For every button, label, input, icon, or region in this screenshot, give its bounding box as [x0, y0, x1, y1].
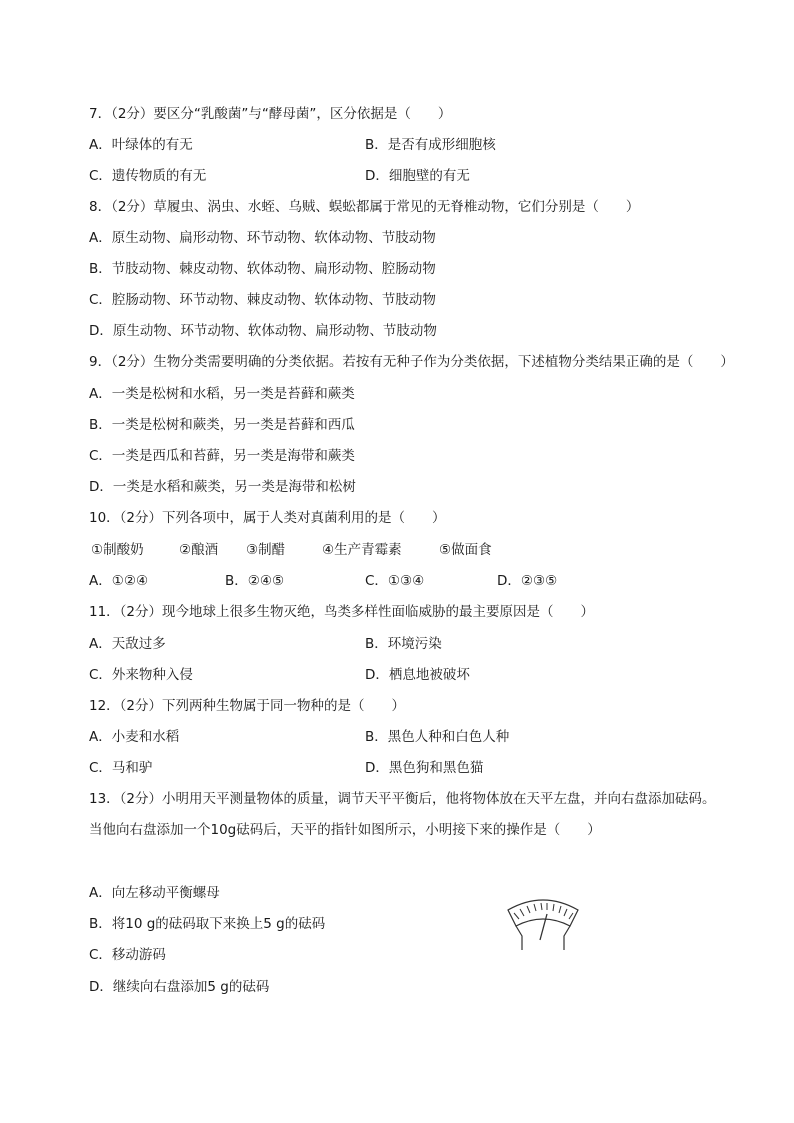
question-13-option-a: A．向左移动平衡螺母	[89, 885, 220, 901]
question-10-item-2: ②酿酒	[179, 542, 219, 558]
question-7-option-d: D．细胞壁的有无	[365, 168, 470, 184]
question-8-option-b: B．节肢动物、棘皮动物、软体动物、扁形动物、腔肠动物	[89, 261, 436, 277]
question-9-option-d: D．一类是水稻和蕨类，另一类是海带和松树	[89, 479, 356, 495]
question-9-option-b: B．一类是松树和蕨类，另一类是苔藓和西瓜	[89, 417, 355, 433]
question-13-option-c: C．移动游码	[89, 947, 166, 963]
question-10-option-c: C．①③④	[365, 573, 425, 589]
question-12-option-d: D．黑色狗和黑色猫	[365, 760, 484, 776]
question-10-items	[89, 540, 649, 560]
question-10-stem: 10．（2分）下列各项中，属于人类对真菌利用的是（ ）	[89, 510, 446, 526]
question-7-option-b: B．是否有成形细胞核	[365, 137, 496, 153]
question-7-stem: 7．（2分）要区分“乳酸菌”与“酵母菌”，区分依据是（ ）	[89, 106, 452, 122]
question-12-option-b: B．黑色人种和白色人种	[365, 729, 510, 745]
question-9-stem: 9．（2分）生物分类需要明确的分类依据。若按有无种子作为分类依据，下述植物分类结果正确的是（ ）	[89, 354, 734, 370]
question-7-option-c: C．遗传物质的有无	[89, 168, 207, 184]
question-8-option-c: C．腔肠动物、环节动物、棘皮动物、软体动物、节肢动物	[89, 292, 436, 308]
question-11-option-d: D．栖息地被破坏	[365, 667, 470, 683]
question-13-option-b: B．将10 g的砝码取下来换上5 g的砝码	[89, 916, 326, 932]
question-11-option-b: B．环境污染	[365, 636, 442, 652]
question-11-option-c: C．外来物种入侵	[89, 667, 193, 683]
question-12-option-c: C．马和驴	[89, 760, 153, 776]
question-10-item-4: ④生产青霉素	[322, 542, 402, 558]
question-10-option-b: B．②④⑤	[225, 573, 285, 589]
question-13-stem: 13．（2分）小明用天平测量物体的质量，调节天平平衡后，他将物体放在天平左盘，并向右盘添加砝码。	[89, 791, 716, 807]
question-10-option-d: D．②③⑤	[497, 573, 558, 589]
question-8-option-d: D．原生动物、环节动物、软体动物、扁形动物、节肢动物	[89, 323, 437, 339]
question-8-option-a: A．原生动物、扁形动物、环节动物、软体动物、节肢动物	[89, 230, 436, 246]
question-10-item-3: ③制醋	[246, 542, 286, 558]
question-13-option-d: D．继续向右盘添加5 g的砝码	[89, 979, 270, 995]
question-11-stem: 11．（2分）现今地球上很多生物灭绝，鸟类多样性面临威胁的最主要原因是（ ）	[89, 604, 595, 620]
question-11-option-a: A．天敌过多	[89, 636, 166, 652]
question-10-options	[89, 571, 649, 591]
question-12-stem: 12．（2分）下列两种生物属于同一物种的是（ ）	[89, 698, 406, 714]
question-10-item-5: ⑤做面食	[439, 542, 492, 558]
question-13-stem-continued: 当他向右盘添加一个10g砝码后，天平的指针如图所示，小明接下来的操作是（ ）	[89, 822, 601, 838]
question-10-option-a: A．①②④	[89, 573, 149, 589]
question-7-option-a: A．叶绿体的有无	[89, 137, 193, 153]
question-12-option-a: A．小麦和水稻	[89, 729, 180, 745]
question-9-option-a: A．一类是松树和水稻，另一类是苔藓和蕨类	[89, 386, 355, 402]
question-10-item-1: ①制酸奶	[91, 542, 144, 558]
question-9-option-c: C．一类是西瓜和苔藓，另一类是海带和蕨类	[89, 448, 355, 464]
question-8-stem: 8．（2分）草履虫、涡虫、水蛭、乌贼、蜈蚣都属于常见的无脊椎动物，它们分别是（ ）	[89, 199, 640, 215]
balance-scale-pointer-icon	[500, 892, 586, 952]
